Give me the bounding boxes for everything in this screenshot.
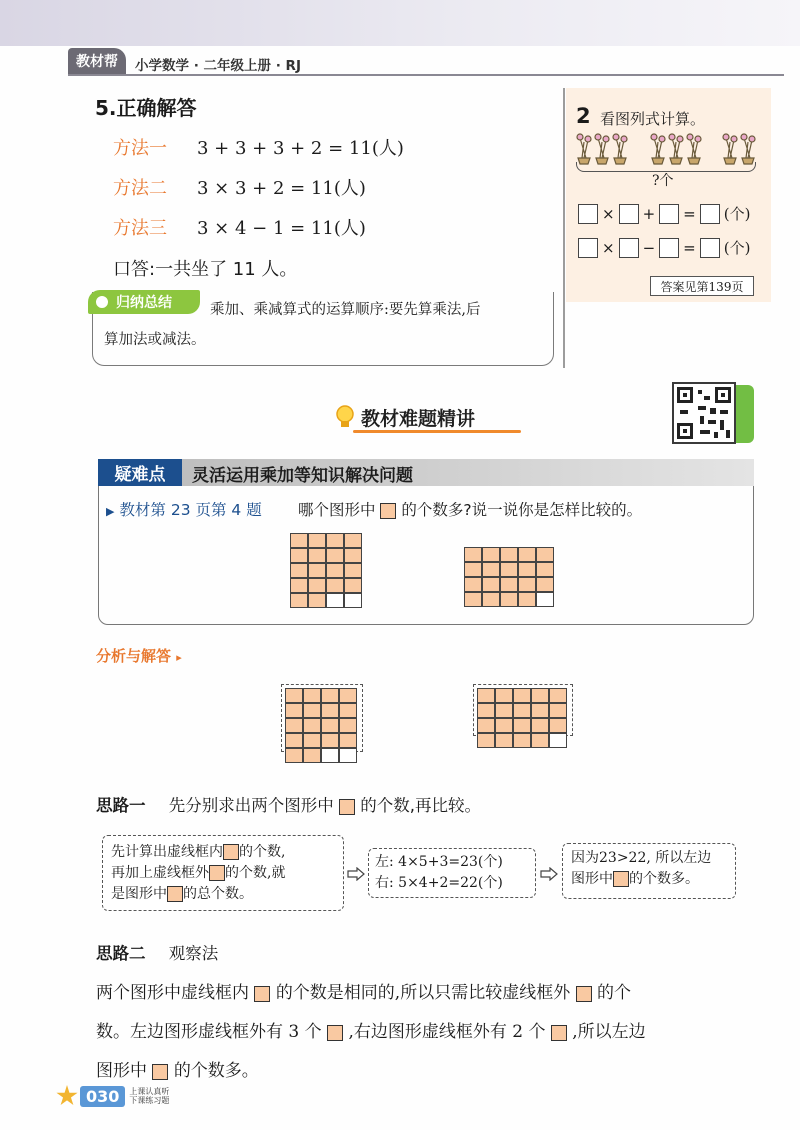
grid-square-empty	[326, 593, 344, 608]
square-icon	[613, 871, 629, 887]
summary-text-line1: 乘加、乘减算式的运算顺序:要先算乘法,后	[210, 302, 481, 318]
multiply-minus-row	[578, 237, 750, 258]
grid-square-filled	[290, 563, 308, 578]
column-divider	[563, 88, 565, 368]
page-top-band	[0, 0, 800, 46]
grid-square-filled	[513, 688, 531, 703]
idea-two-line	[96, 940, 218, 964]
grid-square-filled	[549, 688, 567, 703]
brand-tab: 教材帮	[68, 48, 126, 74]
section-title: 教材难题精讲	[361, 408, 476, 430]
grid-square-filled	[500, 577, 518, 592]
grid-square-filled	[477, 688, 495, 703]
answer-reference: 答案见第139页	[650, 276, 754, 296]
right-figure-grid	[464, 547, 554, 607]
flow1-l3-text-b: 的总个数。	[183, 886, 253, 902]
grid-square-empty	[339, 748, 357, 763]
idea-one-text-b: 的个数,再比较。	[360, 796, 481, 815]
flow-step-2	[368, 848, 536, 898]
grid-square-filled	[513, 718, 531, 733]
grid-square-filled	[326, 533, 344, 548]
grid-square-empty	[321, 748, 339, 763]
grid-square-filled	[290, 533, 308, 548]
method-equation: 3 × 4 − 1 = 11(人)	[197, 218, 366, 239]
lightbulb-icon	[333, 404, 357, 430]
method-1	[113, 134, 404, 160]
grid-square-empty	[549, 733, 567, 748]
summary-tag	[88, 290, 200, 314]
grid-square-filled	[326, 548, 344, 563]
grid-square-filled	[290, 548, 308, 563]
answer-box[interactable]	[619, 204, 639, 224]
equals-sign: =	[683, 204, 696, 223]
problem-question	[298, 498, 642, 520]
page-number: 030	[80, 1086, 125, 1107]
p1-text-a: 两个图形中虚线框内	[96, 983, 249, 1003]
grid-square-filled	[285, 688, 303, 703]
header-rule	[68, 74, 784, 76]
grid-square-filled	[290, 593, 308, 608]
arrow-right-icon	[347, 867, 365, 881]
grid-square-filled	[285, 748, 303, 763]
square-icon	[223, 844, 239, 860]
grid-square-filled	[549, 703, 567, 718]
grid-square-filled	[495, 688, 513, 703]
section-underline	[353, 430, 521, 433]
grid-square-filled	[464, 577, 482, 592]
grid-square-filled	[464, 562, 482, 577]
grid-square-filled	[531, 688, 549, 703]
grid-square-filled	[303, 688, 321, 703]
answer-box[interactable]	[700, 238, 720, 258]
grid-square-filled	[477, 733, 495, 748]
grid-square-filled	[344, 548, 362, 563]
grid-square-filled	[321, 733, 339, 748]
method-2	[113, 174, 366, 200]
oral-answer: 口答:一共坐了 11 人。	[113, 259, 298, 280]
flow1-l1-text-b: 的个数,	[239, 844, 286, 860]
bouquet-group-1	[577, 134, 627, 164]
flow2-line2: 右: 5×4+2=22(个)	[375, 875, 503, 891]
idea-two-paragraph-line3	[96, 1056, 760, 1081]
grid-square-filled	[531, 718, 549, 733]
flow-step-3	[562, 843, 736, 899]
grid-square-filled	[482, 547, 500, 562]
p2-text-c: ,所以左边	[572, 1022, 646, 1042]
grid-square-empty	[344, 593, 362, 608]
answer-box[interactable]	[659, 238, 679, 258]
flower-bouquets-image	[572, 128, 758, 166]
arrow-right-icon	[540, 867, 558, 881]
grid-square-filled	[536, 562, 554, 577]
square-icon	[254, 986, 270, 1002]
grid-square-filled	[308, 548, 326, 563]
grid-square-filled	[482, 592, 500, 607]
grid-square-filled	[285, 703, 303, 718]
chevron-right-icon: ▸	[176, 651, 182, 664]
grid-square-filled	[321, 718, 339, 733]
square-icon	[339, 799, 355, 815]
grid-square-filled	[326, 578, 344, 593]
grid-square-filled	[536, 547, 554, 562]
bouquet-group-3	[723, 134, 755, 164]
grid-square-filled	[536, 577, 554, 592]
minus-sign: −	[642, 238, 656, 257]
question-mark-label: ?个	[652, 173, 674, 189]
grid-square-filled	[303, 703, 321, 718]
flow3-line1: 因为23>22, 所以左边	[571, 850, 712, 866]
square-icon	[152, 1064, 168, 1080]
q5-title: 5.正确解答	[95, 96, 197, 120]
idea-one-key: 思路一	[96, 796, 146, 815]
grid-square-filled	[513, 733, 531, 748]
grid-square-filled	[482, 562, 500, 577]
method-label: 方法一	[113, 138, 167, 159]
grid-square-filled	[321, 703, 339, 718]
grid-square-filled	[518, 547, 536, 562]
grid-square-filled	[344, 578, 362, 593]
analysis-heading	[96, 645, 182, 666]
grid-square-filled	[290, 578, 308, 593]
square-icon	[167, 886, 183, 902]
flow-step-1	[102, 835, 344, 911]
plus-sign: +	[642, 204, 656, 223]
flow1-l2-text-a: 再加上虚线框外	[111, 865, 209, 881]
grid-square-filled	[477, 718, 495, 733]
square-icon	[209, 865, 225, 881]
book-title: 小学数学 · 二年级上册 · RJ	[135, 58, 301, 74]
answer-box[interactable]	[578, 238, 598, 258]
idea-one-text-a: 先分别求出两个图形中	[168, 796, 334, 815]
method-equation: 3 + 3 + 3 + 2 = 11(人)	[197, 138, 404, 159]
grid-square-filled	[308, 563, 326, 578]
analysis-label: 分析与解答	[96, 647, 172, 665]
grid-square-filled	[500, 562, 518, 577]
exercise-title: 看图列式计算。	[600, 110, 706, 128]
p2-text-b: ,右边图形虚线框外有 2 个	[348, 1022, 546, 1042]
flow1-line1	[111, 842, 335, 863]
qr-side-strip	[736, 385, 754, 443]
grid-square-filled	[308, 578, 326, 593]
square-icon	[576, 986, 592, 1002]
flow3-line2	[571, 869, 727, 890]
square-icon	[551, 1025, 567, 1041]
idea-two-name: 观察法	[168, 944, 219, 963]
unit-label: (个)	[723, 239, 751, 257]
idea-two-paragraph-line2	[96, 1017, 760, 1042]
equals-sign: =	[683, 238, 696, 257]
grid-square-filled	[339, 718, 357, 733]
answer-box[interactable]	[700, 204, 720, 224]
flow1-l2-text-b: 的个数,就	[225, 865, 286, 881]
grid-square-filled	[477, 703, 495, 718]
grid-square-filled	[518, 577, 536, 592]
page-number-badge	[56, 1084, 175, 1108]
answer-box[interactable]	[619, 238, 639, 258]
grid-square-filled	[344, 533, 362, 548]
unit-label: (个)	[723, 205, 751, 223]
grid-square-filled	[344, 563, 362, 578]
idea-two-paragraph-line1	[96, 978, 760, 1003]
times-sign: ×	[602, 204, 615, 223]
bouquet-group-2	[651, 134, 701, 164]
grid-square-filled	[339, 688, 357, 703]
multiply-plus-row	[578, 203, 750, 224]
grid-square-filled	[303, 733, 321, 748]
answer-box[interactable]	[578, 204, 598, 224]
method-3	[113, 214, 366, 240]
square-icon	[327, 1025, 343, 1041]
grid-square-filled	[518, 562, 536, 577]
right-analysis-grid	[477, 688, 567, 748]
grid-square-filled	[308, 533, 326, 548]
grid-square-filled	[495, 703, 513, 718]
p1-text-c: 的个	[597, 983, 632, 1003]
grid-square-filled	[495, 718, 513, 733]
flow1-line2	[111, 863, 335, 884]
grid-square-filled	[500, 592, 518, 607]
difficult-point-title: 灵活运用乘加等知识解决问题	[192, 466, 413, 486]
page-slogan: 上课认真听 下课练习题	[129, 1087, 170, 1105]
flow2-line1: 左: 4×5+3=23(个)	[375, 854, 503, 870]
p1-text-b: 的个数是相同的,所以只需比较虚线框外	[275, 983, 571, 1003]
grid-square-filled	[326, 563, 344, 578]
idea-one-line	[96, 792, 481, 816]
flow1-line3	[111, 884, 335, 905]
grid-square-filled	[303, 718, 321, 733]
summary-tag-label: 归纳总结	[116, 295, 172, 311]
left-figure-grid	[290, 533, 362, 608]
section-heading	[333, 400, 533, 434]
qr-code-icon[interactable]	[672, 382, 736, 444]
p3-text-a: 图形中	[96, 1061, 147, 1081]
grid-square-filled	[531, 703, 549, 718]
square-icon	[380, 503, 396, 519]
answer-box[interactable]	[659, 204, 679, 224]
grid-square-filled	[464, 592, 482, 607]
flow1-l1-text-a: 先计算出虚线框内	[111, 844, 223, 860]
textbook-reference	[106, 498, 262, 520]
summary-text-line2: 算加法或减法。	[104, 332, 206, 348]
target-icon	[93, 293, 111, 311]
grid-square-filled	[339, 703, 357, 718]
grid-square-filled	[495, 733, 513, 748]
difficult-point-tag: 疑难点	[98, 459, 182, 486]
reference-text: 教材第 23 页第 4 题	[119, 501, 262, 519]
grid-square-empty	[536, 592, 554, 607]
method-label: 方法三	[113, 218, 167, 239]
grid-square-filled	[285, 733, 303, 748]
p3-text-b: 的个数多。	[173, 1061, 259, 1081]
grid-square-filled	[321, 688, 339, 703]
grid-square-filled	[482, 577, 500, 592]
method-label: 方法二	[113, 178, 167, 199]
grid-square-filled	[339, 733, 357, 748]
grid-square-filled	[549, 718, 567, 733]
exercise-number: 2	[576, 104, 591, 128]
p2-text-a: 数。左边图形虚线框外有 3 个	[96, 1022, 322, 1042]
grid-square-filled	[500, 547, 518, 562]
left-analysis-grid	[285, 688, 357, 763]
grid-square-filled	[531, 733, 549, 748]
triangle-bullet-icon: ▶	[106, 505, 115, 518]
method-equation: 3 × 3 + 2 = 11(人)	[197, 178, 366, 199]
flow3-l2-text-b: 的个数多。	[629, 871, 699, 887]
grid-square-filled	[285, 718, 303, 733]
grid-square-filled	[513, 703, 531, 718]
grid-square-filled	[464, 547, 482, 562]
grid-square-filled	[308, 593, 326, 608]
flow1-l3-text-a: 是图形中	[111, 886, 167, 902]
grid-square-filled	[303, 748, 321, 763]
flow3-l2-text-a: 图形中	[571, 871, 613, 887]
star-icon	[56, 1085, 78, 1107]
grid-square-filled	[518, 592, 536, 607]
question-part-a: 哪个图形中	[298, 501, 376, 519]
times-sign: ×	[602, 238, 615, 257]
question-part-b: 的个数多?说一说你是怎样比较的。	[401, 501, 643, 519]
idea-two-key: 思路二	[96, 944, 146, 963]
